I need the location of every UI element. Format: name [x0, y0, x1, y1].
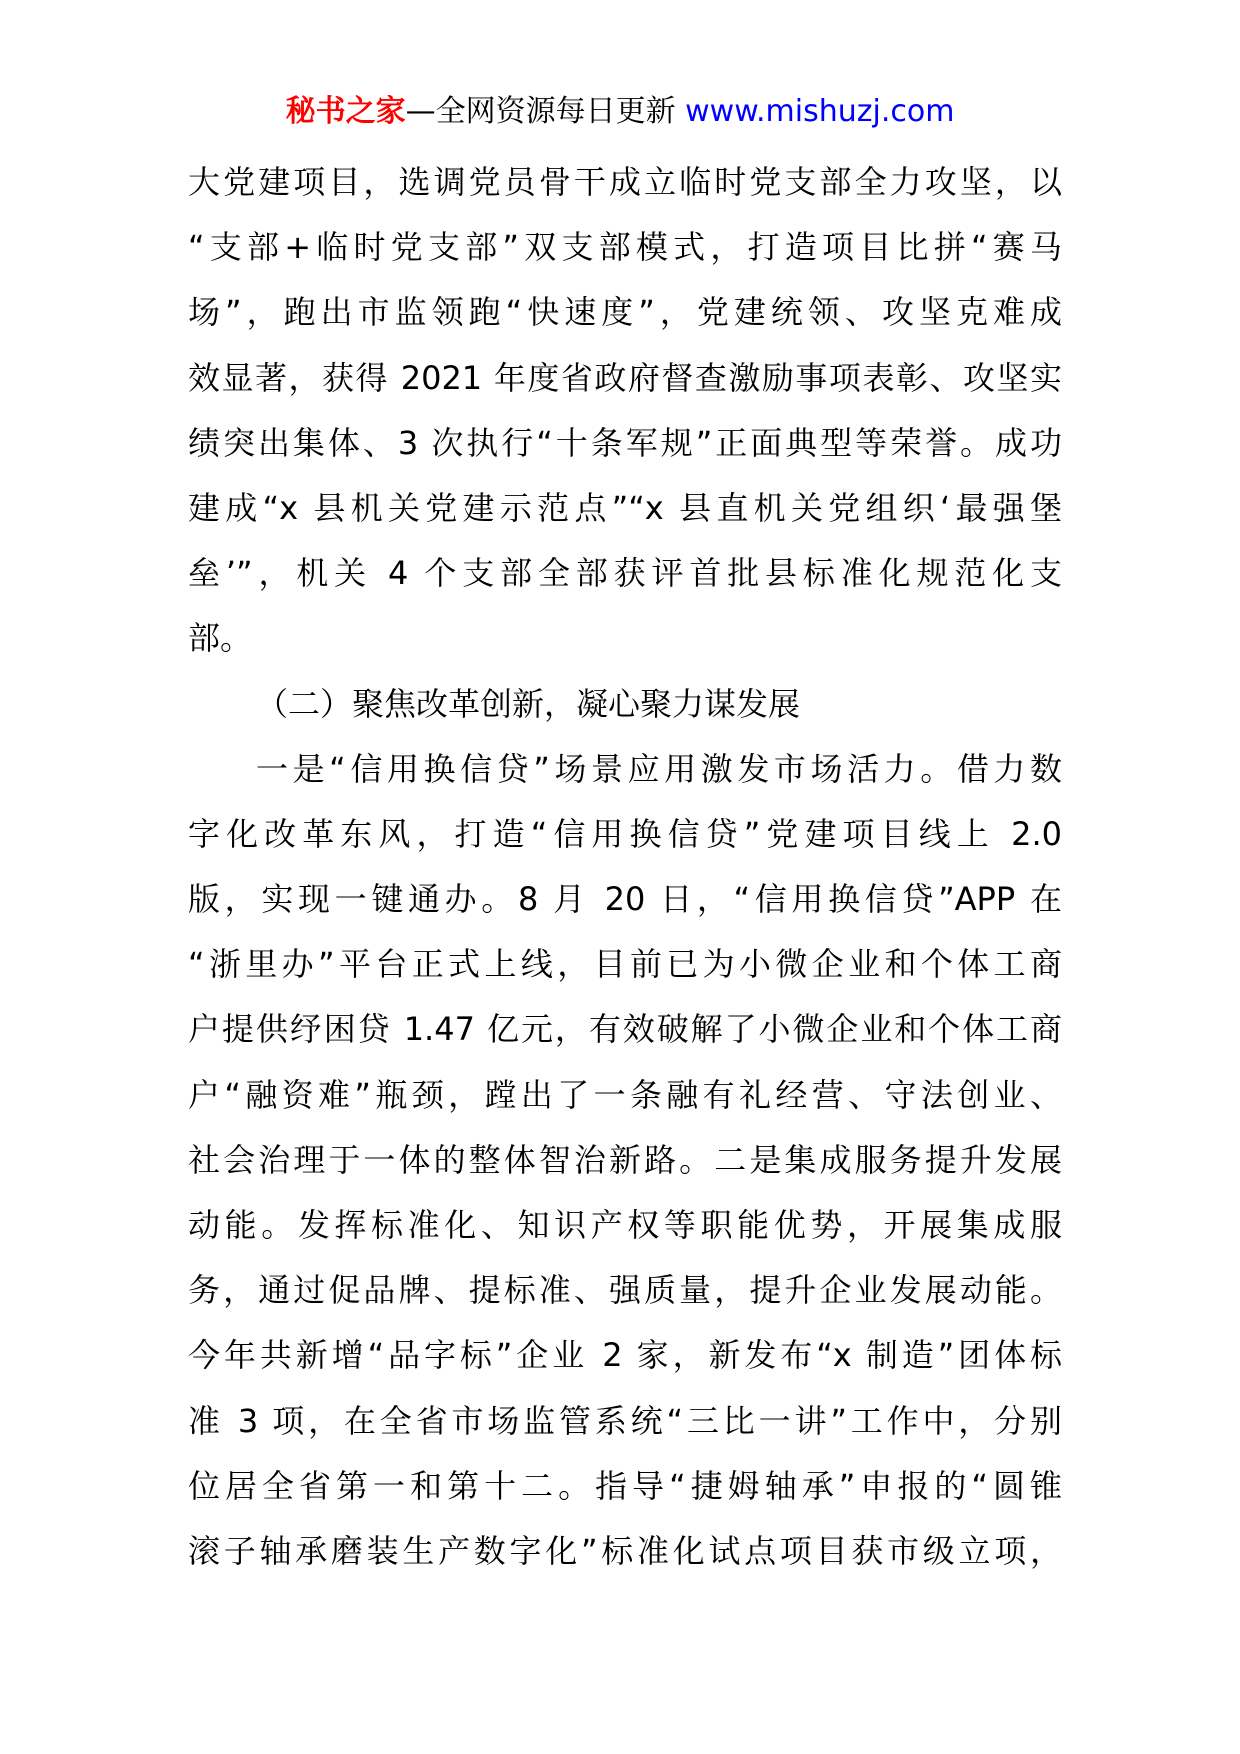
text-line: “支部+临时党支部”双支部模式，打造项目比拼“赛马: [188, 228, 1062, 267]
paragraph-first-line: 一是“信用换信贷”场景应用激发市场活力。借力数: [256, 749, 1062, 788]
site-brand: 秘书之家: [285, 94, 406, 129]
text-line: 效显著，获得 2021 年度省政府督查激励事项表彰、攻坚实: [188, 358, 1062, 397]
text-line: 准 3 项，在全省市场监管系统“三比一讲”工作中，分别: [188, 1401, 1062, 1440]
text-line: “浙里办”平台正式上线，目前已为小微企业和个体工商: [188, 945, 1062, 984]
text-line: 户“融资难”瓶颈，蹚出了一条融有礼经营、守法创业、: [188, 1075, 1062, 1114]
page-header: [0, 92, 1240, 132]
text-line: 户提供纾困贷 1.47 亿元，有效破解了小微企业和个体工商: [188, 1010, 1062, 1049]
text-line: 位居全省第一和第十二。指导“捷姆轴承”申报的“圆锥: [188, 1466, 1062, 1505]
text-line: 动能。发挥标准化、知识产权等职能优势，开展集成服: [188, 1206, 1062, 1244]
text-line: 今年共新增“品字标”企业 2 家，新发布“x 制造”团体标: [188, 1336, 1062, 1375]
text-line: 版，实现一键通办。8 月 20 日，“信用换信贷”APP 在: [188, 880, 1062, 919]
text-line: 社会治理于一体的整体智治新路。二是集成服务提升发展: [188, 1140, 1062, 1179]
text-line: 绩突出集体、3 次执行“十条军规”正面典型等荣誉。成功: [188, 423, 1062, 462]
section-heading: （二）聚焦改革创新，凝心聚力谋发展: [256, 684, 801, 723]
text-line: 字化改革东风，打造“信用换信贷”党建项目线上 2.0: [188, 814, 1062, 853]
text-line: 务，通过促品牌、提标准、强质量，提升企业发展动能。: [188, 1271, 1062, 1310]
text-line: 场”，跑出市监领跑“快速度”，党建统领、攻坚克难成: [188, 293, 1062, 332]
document-body: [188, 162, 1062, 1596]
site-url-link[interactable]: www.mishuzj.com: [685, 94, 955, 129]
text-line: 垒’”，机关 4 个支部全部获评首批县标准化规范化支: [188, 554, 1062, 593]
text-line: 滚子轴承磨装生产数字化”标准化试点项目获市级立项，: [188, 1531, 1062, 1570]
text-line: 部。: [188, 619, 253, 658]
text-line: 建成“x 县机关党建示范点”“x 县直机关党组织‘最强堡: [188, 488, 1062, 527]
text-line: 大党建项目，选调党员骨干成立临时党支部全力攻坚，以: [188, 163, 1062, 201]
site-tagline: —全网资源每日更新: [405, 94, 676, 129]
